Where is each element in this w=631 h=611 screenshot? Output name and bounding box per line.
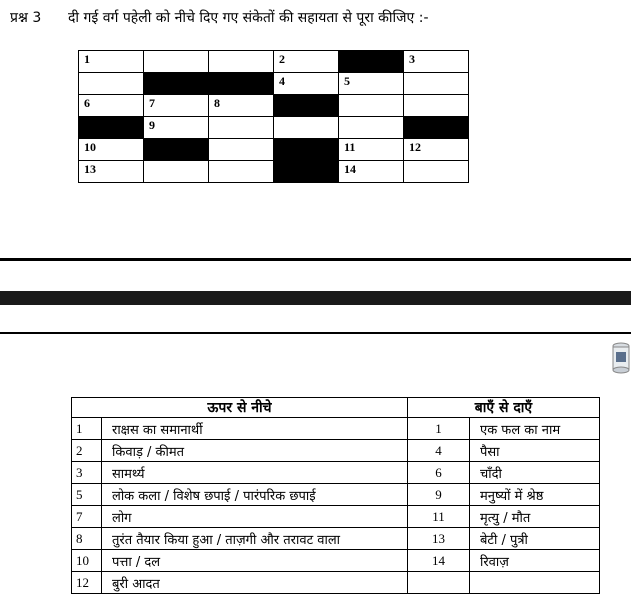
across-clue-number: 4 [408,440,470,462]
grid-cell[interactable] [144,117,209,139]
clue-row [72,572,600,594]
grid-cell-number: 4 [279,74,285,88]
grid-cell-number: 10 [84,140,96,154]
grid-cell-number: 13 [84,162,96,176]
grid-cell-blocked [274,95,339,117]
grid-cell-number: 9 [149,118,155,132]
down-clue-number: 1 [72,418,102,440]
grid-cell[interactable] [144,161,209,183]
grid-cell-number: 11 [344,140,356,154]
down-clue-text: राक्षस का समानार्थी [102,418,408,440]
grid-cell[interactable] [79,73,144,95]
across-clue-text: चाँदी [470,462,600,484]
grid-cell-number [144,161,208,162]
grid-cell[interactable] [339,117,404,139]
grid-cell-blocked [79,117,144,139]
grid-cell-number: 5 [344,74,350,88]
divider-line [0,258,631,261]
grid-cell[interactable] [274,51,339,73]
grid-row [79,51,469,73]
across-clue-number: 13 [408,528,470,550]
grid-cell-number [209,139,273,140]
across-clue-number: 14 [408,550,470,572]
dark-band [0,291,631,305]
grid-cell-number: 12 [409,140,421,154]
grid-cell[interactable] [339,73,404,95]
grid-cell-blocked [274,139,339,161]
grid-cell-number [209,161,273,162]
down-clue-number: 12 [72,572,102,594]
grid-cell-blocked [144,139,209,161]
clue-row [72,484,600,506]
down-clue-text: तुरंत तैयार किया हुआ / ताज़गी और तरावट वाला [102,528,408,550]
down-clue-number: 8 [72,528,102,550]
grid-cell-number [144,51,208,52]
down-clue-text: सामर्थ्य [102,462,408,484]
across-clue-number: 1 [408,418,470,440]
grid-cell-blocked [339,51,404,73]
grid-cell[interactable] [79,51,144,73]
across-header: बाएँ से दाएँ [408,398,600,418]
clues-table [71,397,600,594]
grid-cell-number: 2 [279,52,285,66]
crossword-grid [78,50,469,183]
across-clue-text: पैसा [470,440,600,462]
clue-row [72,440,600,462]
down-clue-number: 10 [72,550,102,572]
grid-cell-number: 7 [149,96,155,110]
question-number: प्रश्न 3 [10,10,42,26]
grid-cell[interactable] [404,95,469,117]
across-clue-text: एक फल का नाम [470,418,600,440]
grid-cell[interactable] [209,51,274,73]
down-clue-number: 2 [72,440,102,462]
down-clue-text: लोग [102,506,408,528]
grid-cell-number: 1 [84,52,90,66]
grid-cell[interactable] [209,95,274,117]
clue-row [72,528,600,550]
down-clue-number: 7 [72,506,102,528]
down-header: ऊपर से नीचे [72,398,408,418]
grid-cell[interactable] [404,73,469,95]
down-clue-text: लोक कला / विशेष छपाई / पारंपरिक छपाई [102,484,408,506]
grid-cell-number [404,73,468,74]
grid-cell[interactable] [209,161,274,183]
across-clue-text: रिवाज़ [470,550,600,572]
down-clue-text: किवाड़ / कीमत [102,440,408,462]
grid-cell-number [79,73,143,74]
grid-row [79,73,469,95]
grid-cell-number [339,95,403,96]
grid-cell-number [404,161,468,162]
grid-cell[interactable] [339,161,404,183]
grid-cell[interactable] [339,139,404,161]
across-clue-number: 11 [408,506,470,528]
grid-cell[interactable] [209,117,274,139]
grid-cell-number [209,117,273,118]
grid-cell[interactable] [79,161,144,183]
grid-row [79,117,469,139]
grid-cell[interactable] [144,51,209,73]
grid-cell-blocked [144,73,209,95]
grid-row [79,161,469,183]
question-text: दी गई वर्ग पहेली को नीचे दिए गए संकेतों की सहायता से पूरा कीजिए :- [68,10,429,26]
grid-cell-number: 8 [214,96,220,110]
grid-row [79,95,469,117]
grid-cell-number: 6 [84,96,90,110]
grid-cell-number: 3 [409,52,415,66]
clue-row [72,418,600,440]
down-clue-text: बुरी आदत [102,572,408,594]
across-clue-text: बेटी / पुत्री [470,528,600,550]
divider-line [0,332,631,334]
grid-cell[interactable] [79,95,144,117]
across-clue-text: मृत्यु / मौत [470,506,600,528]
grid-cell-number [404,95,468,96]
logo-icon [603,338,631,380]
across-clue-number: 6 [408,462,470,484]
grid-cell-blocked [209,73,274,95]
grid-cell[interactable] [404,51,469,73]
grid-cell[interactable] [339,95,404,117]
down-clue-number: 3 [72,462,102,484]
grid-cell-number [209,51,273,52]
grid-cell-blocked [404,117,469,139]
grid-cell-number [274,117,338,118]
grid-row [79,139,469,161]
across-clue-number [408,572,470,594]
down-clue-text: पत्ता / दल [102,550,408,572]
grid-cell-blocked [274,161,339,183]
grid-cell[interactable] [404,139,469,161]
clue-row [72,506,600,528]
grid-cell[interactable] [144,95,209,117]
across-clue-text: मनुष्यों में श्रेष्ठ [470,484,600,506]
grid-cell[interactable] [274,73,339,95]
grid-cell[interactable] [404,161,469,183]
grid-cell[interactable] [209,139,274,161]
down-clue-number: 5 [72,484,102,506]
question-heading [10,8,429,27]
grid-cell-number: 14 [344,162,356,176]
across-clue-text [470,572,600,594]
grid-cell-number [339,117,403,118]
grid-cell[interactable] [274,117,339,139]
grid-cell[interactable] [79,139,144,161]
clue-row [72,462,600,484]
clue-row [72,550,600,572]
across-clue-number: 9 [408,484,470,506]
